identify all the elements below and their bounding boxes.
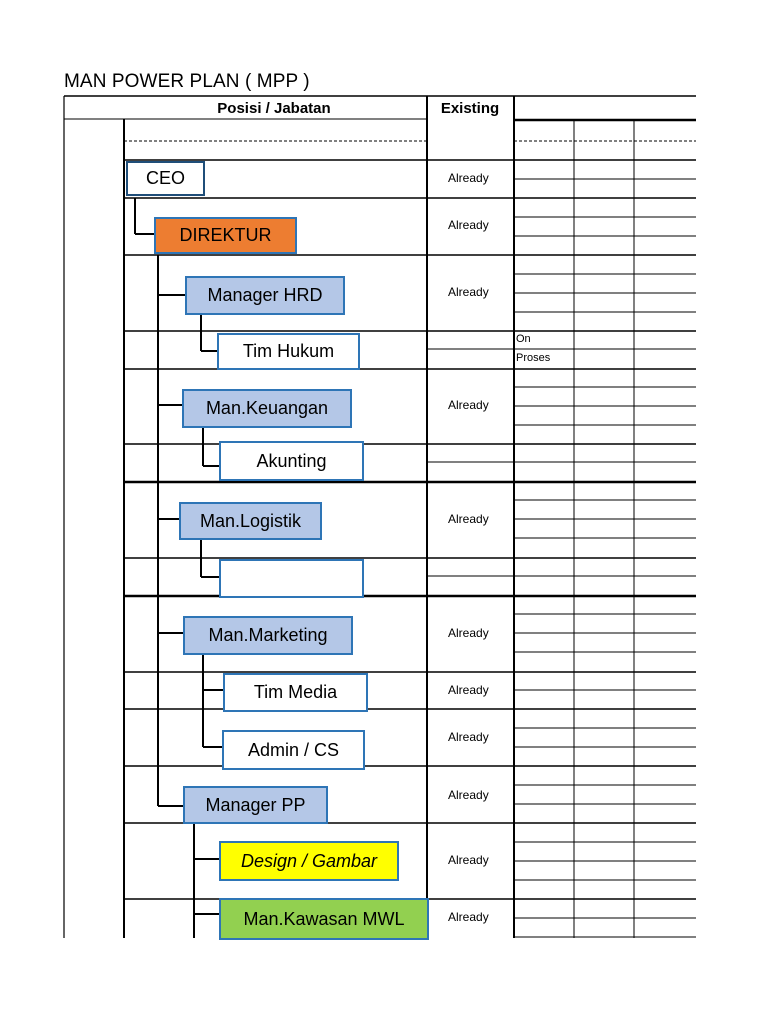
header-position: Posisi / Jabatan	[217, 100, 331, 117]
org-box-akunting: Akunting	[219, 441, 364, 481]
header-existing: Existing	[440, 100, 500, 117]
status-manager-pp: Already	[448, 788, 489, 802]
org-box-admin-cs: Admin / CS	[222, 730, 365, 770]
status-ceo: Already	[448, 171, 489, 185]
org-box-man-kawasan: Man.Kawasan MWL	[219, 898, 429, 940]
org-box-direktur: DIREKTUR	[154, 217, 297, 254]
status-man-logistik: Already	[448, 512, 489, 526]
status-man-keuangan: Already	[448, 398, 489, 412]
org-box-tim-media: Tim Media	[223, 673, 368, 712]
status-man-kawasan: Already	[448, 910, 489, 924]
org-box-design-gambar: Design / Gambar	[219, 841, 399, 881]
org-box-manager-pp: Manager PP	[183, 786, 328, 824]
org-box-tim-hukum: Tim Hukum	[217, 333, 360, 370]
status-tim-media: Already	[448, 683, 489, 697]
status-direktur: Already	[448, 218, 489, 232]
org-box-ceo: CEO	[126, 161, 205, 196]
status-manager-hrd: Already	[448, 285, 489, 299]
note-on: On	[516, 333, 531, 345]
status-man-marketing: Already	[448, 626, 489, 640]
org-box-man-keuangan: Man.Keuangan	[182, 389, 352, 428]
org-box-manager-hrd: Manager HRD	[185, 276, 345, 315]
org-box-man-marketing: Man.Marketing	[183, 616, 353, 655]
note-proses: Proses	[516, 352, 551, 364]
status-admin-cs: Already	[448, 730, 489, 744]
org-box-man-logistik: Man.Logistik	[179, 502, 322, 540]
status-design-gambar: Already	[448, 853, 489, 867]
document-title: MAN POWER PLAN ( MPP )	[64, 71, 310, 92]
